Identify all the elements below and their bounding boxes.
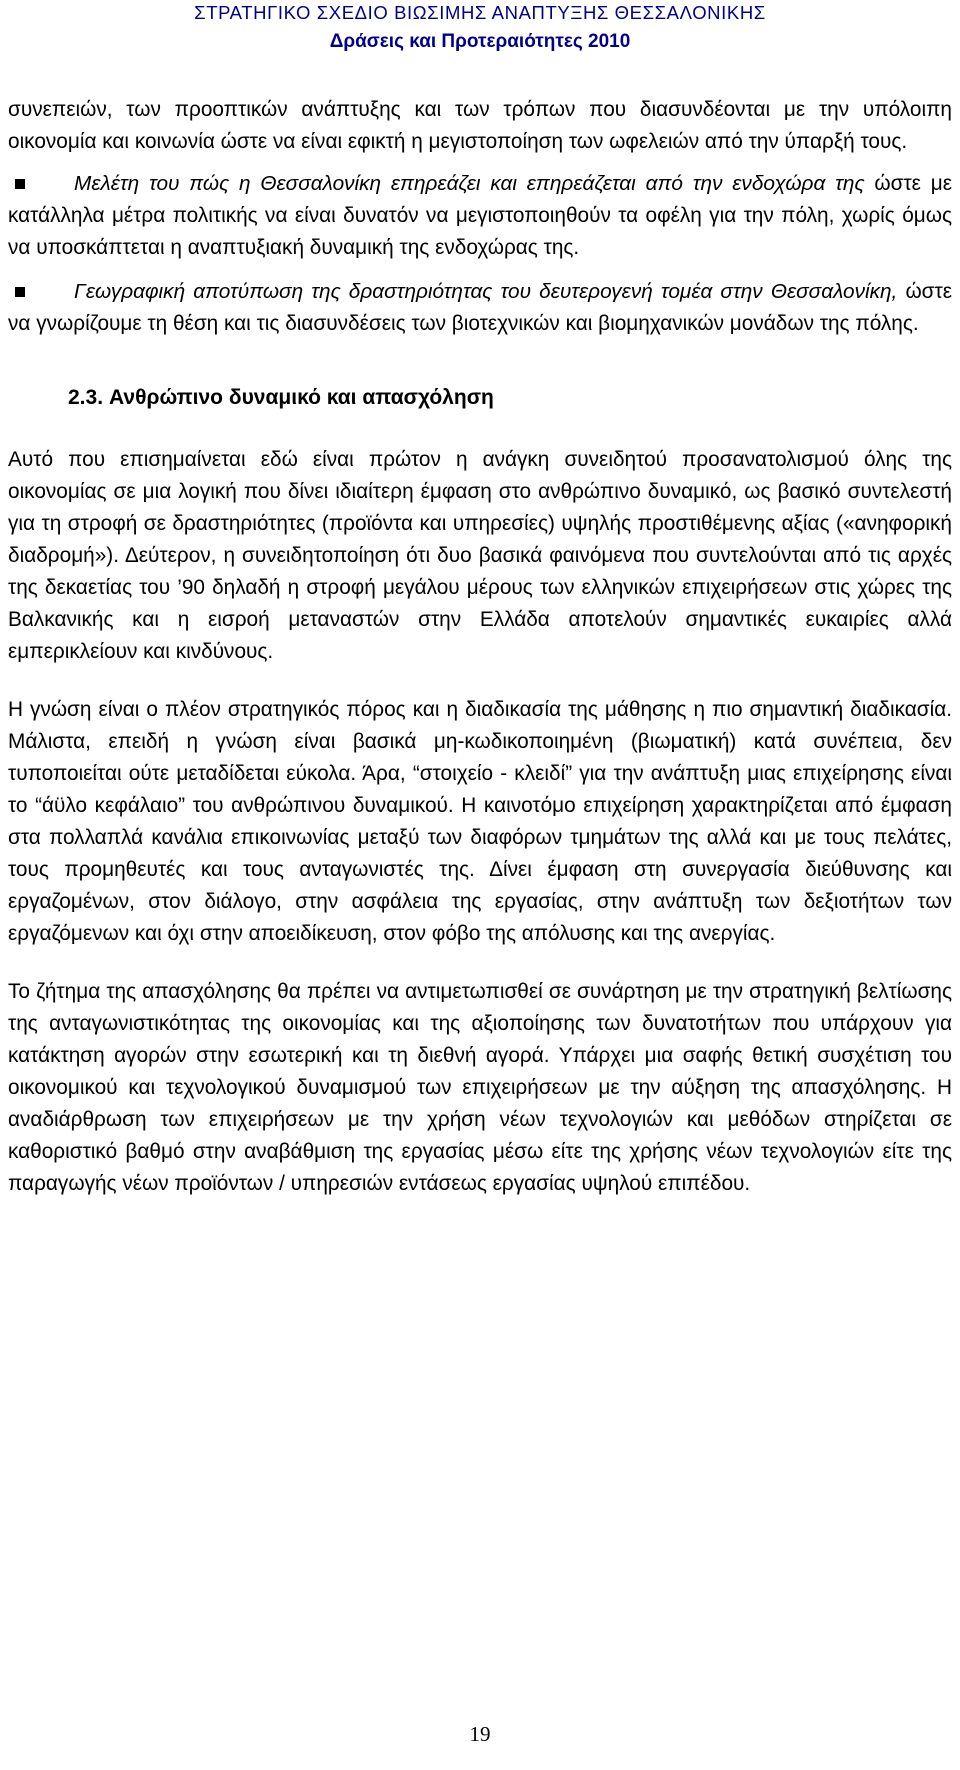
- bullet-item: [8, 168, 952, 264]
- body-paragraph: Η γνώση είναι ο πλέον στρατηγικός πόρος και η διαδικασία της μάθησης η πιο σημαντική διαδικασία. Μάλιστα, επειδή η γνώση είναι βασικά μη-κωδικοποιημένη (βιωματική) κατά συνέπεια, δεν τυποποιείται ούτε μεταδίδεται εύκολα. Άρα, “στοιχείο - κλειδί” για την ανάπτυξη μιας επιχείρησης είναι το “άϋλο κεφάλαιο” του ανθρώπινου δυναμικού. Η καινοτόμο επιχείρηση χαρακτηρίζεται από έμφαση στα πολλαπλά κανάλια επικοινωνίας μεταξύ των διαφόρων τμημάτων της αλλά και με τους πελάτες, τους προμηθευτές και τους ανταγωνιστές της. Δίνει έμφαση στη συνεργασία διεύθυνσης και εργαζομένων, στον διάλογο, στην ασφάλεια της εργασίας, στην ανάπτυξη των δεξιοτήτων των εργαζόμενων και όχι στην αποειδίκευση, στον φόβο της απόλυσης και της ανεργίας.: [8, 698, 952, 945]
- bullet-text: [8, 168, 952, 264]
- bullet-text: [8, 276, 952, 340]
- body-paragraph: Αυτό που επισημαίνεται εδώ είναι πρώτον η ανάγκη συνειδητού προσανατολισμού όλης της οικονομίας σε μια λογική που δίνει ιδιαίτερη έμφαση στο ανθρώπινο δυναμικό, ως βασικό συντελεστή για τη στροφή σε δραστηριότητες (προϊόντα και υπηρεσίες) υψηλής προστιθέμενης αξίας («ανηφορική διαδρομή»). Δεύτερον, η συνειδητοποίηση ότι δυο βασικά φαινόμενα που συντελούνται από τις αρχές της δεκαετίας του ’90 δηλαδή η στροφή μεγάλου μέρους των ελληνικών επιχειρήσεων στις χώρες της Βαλκανικής και η εισροή μεταναστών στην Ελλάδα αποτελούν σημαντικές ευκαιρίες αλλά εμπερικλείουν και κινδύνους.: [8, 448, 952, 663]
- bullet-square-icon: [15, 179, 25, 189]
- section-heading: [8, 382, 952, 414]
- continuation-paragraph: συνεπειών, των προοπτικών ανάπτυξης και των τρόπων που διασυνδέονται με την υπόλοιπη οικονομία και κοινωνία ώστε να είναι εφικτή η μεγιστοποίηση των ωφελειών από την ύπαρξή τους.: [8, 98, 952, 153]
- page-header: [0, 0, 960, 56]
- bullet-item: [8, 276, 952, 340]
- bullet-square-icon: [15, 287, 25, 297]
- page-body: [8, 94, 952, 1200]
- document-subtitle: Δράσεις και Προτεραιότητες 2010: [329, 31, 631, 52]
- section-number: 2.3.: [68, 386, 104, 409]
- bullet-italic-text: Γεωγραφική αποτύπωση της δραστηριότητας του δευτερογενή τομέα στην Θεσσαλονίκη,: [74, 280, 898, 303]
- section-title: Ανθρώπινο δυναμικό και απασχόληση: [109, 386, 494, 409]
- bullet-normal-text: ώστε να γνωρίζουμε τη θέση και τις διασυνδέσεις των βιοτεχνικών και βιομηχανικών μονάδων της πόλης.: [8, 280, 953, 335]
- page-number: 19: [469, 1722, 491, 1746]
- body-paragraph: Το ζήτημα της απασχόλησης θα πρέπει να αντιμετωπισθεί σε συνάρτηση με την στρατηγική βελτίωσης της ανταγωνιστικότητας της οικονομίας και της αξιοποίησης των δυνατοτήτων που υπάρχουν για κατάκτηση αγορών στην εσωτερική και τη διεθνή αγορά. Υπάρχει μια σαφής θετική συσχέτιση του οικονομικού και τεχνολογικού δυναμισμού των επιχειρήσεων με την αύξηση της απασχόλησης. Η αναδιάρθρωση των επιχειρήσεων με την χρήση νέων τεχνολογιών και μεθόδων στηρίζεται σε καθοριστικό βαθμό στην αναβάθμιση της εργασίας μέσω είτε της χρήσης νέων τεχνολογιών είτε της παραγωγής νέων προϊόντων / υπηρεσιών εντάσεως εργασίας υψηλού επιπέδου.: [8, 980, 952, 1195]
- bullet-normal-text: ώστε με κατάλληλα μέτρα πολιτικής να είναι δυνατόν να μεγιστοποιηθούν τα οφέλη για την πόλη, χωρίς όμως να υποσκάπτεται η αναπτυξιακή δυναμική της ενδοχώρας της.: [8, 172, 953, 259]
- document-title: ΣΤΡΑΤΗΓΙΚΟ ΣΧΕΔΙΟ ΒΙΩΣΙΜΗΣ ΑΝΑΠΤΥΞΗΣ ΘΕΣΣΑΛΟΝΙΚΗΣ: [194, 2, 766, 23]
- bullet-italic-text: Μελέτη του πώς η Θεσσαλονίκη επηρεάζει και επηρεάζεται από την ενδοχώρα της: [74, 172, 865, 195]
